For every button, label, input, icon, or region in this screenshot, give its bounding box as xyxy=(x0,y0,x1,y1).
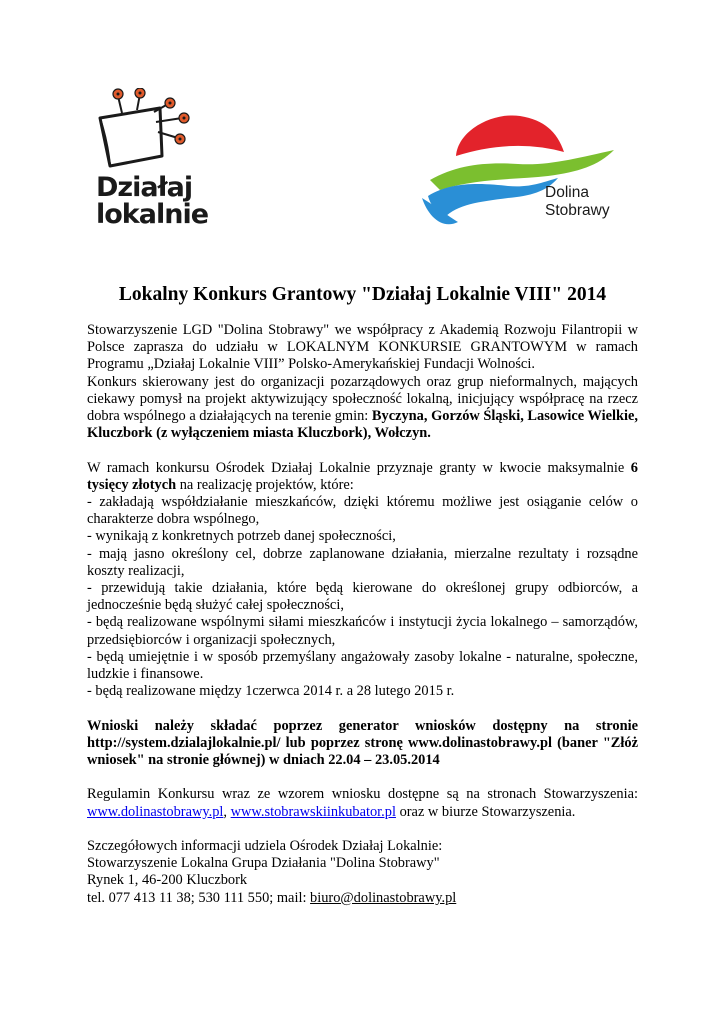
link-separator: , xyxy=(223,803,231,820)
criteria-item: - mają jasno określony cel, dobrze zaplanowane działania, mierzalne rezultaty i rozsądne koszty realizacji, xyxy=(87,545,638,579)
grant-intro: W ramach konkursu Ośrodek Działaj Lokalnie przyznaje granty w kwocie maksymalnie xyxy=(87,459,631,476)
logo-right-line2: Stobrawy xyxy=(545,202,610,219)
contact-line: Stowarzyszenie Lokalna Grupa Działania "Dolina Stobrawy" xyxy=(87,855,440,872)
stobrawskiinkubator-link[interactable]: www.stobrawskiinkubator.pl xyxy=(230,803,396,820)
criteria-item: - będą umiejętnie i w sposób przemyślany angażowały zasoby lokalne - naturalne, społeczne, ludzkie i finansowe. xyxy=(87,648,638,683)
contact-line: Szczegółowych informacji udziela Ośrodek Działaj Lokalnie: xyxy=(87,838,443,855)
logo-right-line1: Dolina xyxy=(545,184,589,201)
criteria-item: - wynikają z konkretnych potrzeb danej społeczności, xyxy=(87,528,396,545)
phone-text: tel. 077 413 11 38; 530 111 550; mail: xyxy=(87,889,311,906)
criteria-item: - będą realizowane wspólnymi siłami mieszkańców i instytucji życia lokalnego – samorządów, przedsiębiorców i organizacji społecznych, xyxy=(87,614,638,648)
grant-paragraph xyxy=(87,460,638,494)
target-text: Konkurs skierowany jest do organizacji pozarządowych oraz grup nieformalnych, mających ciekawy pomysł na projekt aktywizujący społeczność lokalną, inicjujący współpracę na rzecz dobra wspólnego a działających na terenie gmin: xyxy=(87,373,638,425)
dolina-stobrawy-text xyxy=(545,184,610,220)
email-link[interactable]: biuro@dolinastobrawy.pl xyxy=(310,889,457,906)
dolinastobrawy-link[interactable]: www.dolinastobrawy.pl xyxy=(87,803,224,820)
contact-line: Rynek 1, 46-200 Kluczbork xyxy=(87,872,248,889)
target-paragraph xyxy=(87,374,638,443)
document-title: Lokalny Konkurs Grantowy "Działaj Lokalnie VIII" 2014 xyxy=(118,284,607,305)
grant-amount: 6 tysięcy złotych xyxy=(87,459,638,493)
contact-line xyxy=(87,890,638,907)
regulations-end: oraz w biurze Stowarzyszenia. xyxy=(395,803,576,820)
criteria-item: - zakładają współdziałanie mieszkańców, dzięki któremu możliwe jest osiąganie celów o charakterze dobra wspólnego, xyxy=(87,494,638,528)
criteria-item: - przewidują takie działania, które będą kierowane do określonej grupy odbiorców, a jednocześnie będą służyć całej społeczności, xyxy=(87,580,638,614)
logo-text-line1: Działaj xyxy=(96,172,193,203)
logo-text-line2: lokalnie xyxy=(96,199,209,230)
application-paragraph: Wnioski należy składać poprzez generator wniosków dostępny na stronie http://system.dzialajlokalnie.pl/ lub poprzez stronę www.dolinastobrawy.pl (baner "Złóż wniosek" na stronie głównej) w dniach 22.04 – 23.05.2014 xyxy=(87,717,638,769)
sun-shape xyxy=(456,115,564,156)
grant-intro-end: na realizację projektów, które: xyxy=(176,476,354,493)
regulations-paragraph xyxy=(87,786,638,820)
document-body xyxy=(87,322,638,907)
municipalities-text: Byczyna, Gorzów Śląski, Lasowice Wielkie, Kluczbork (z wyłączeniem miasta Kluczbork), Wołczyn. xyxy=(87,408,638,442)
regulations-text: Regulamin Konkursu wraz ze wzorem wniosku dostępne są na stronach Stowarzyszenia: xyxy=(87,786,638,803)
dzialaj-lokalnie-logo xyxy=(92,88,209,238)
criteria-item: - będą realizowane między 1czerwca 2014 r. a 28 lutego 2015 r. xyxy=(87,683,455,700)
intro-paragraph: Stowarzyszenie LGD "Dolina Stobrawy" we współpracy z Akademią Rozwoju Filantropii w Polsce zaprasza do udziału w LOKALNYM KONKURSIE GRANTOWYM w ramach Programu „Działaj Lokalnie VIII” Polsko-Amerykańskiej Fundacji Wolności. xyxy=(87,322,638,373)
